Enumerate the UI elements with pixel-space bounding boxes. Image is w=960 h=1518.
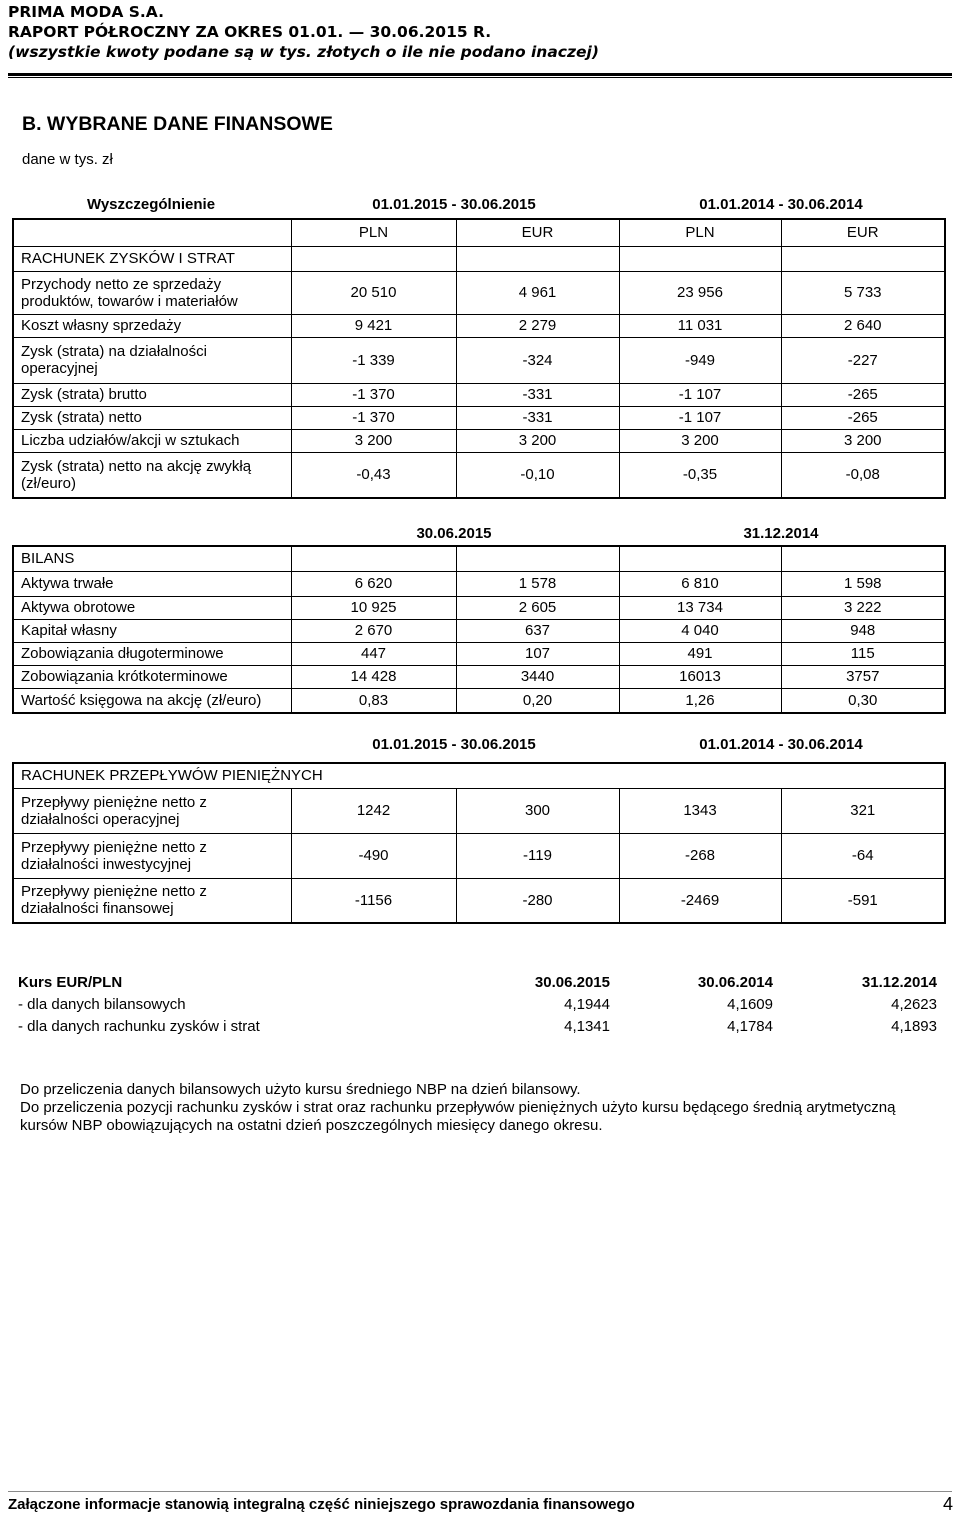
- value-eur-2015: -331: [456, 383, 619, 406]
- value-pln-2015: -490: [291, 833, 456, 878]
- row-label-line: działalności operacyjnej: [21, 810, 180, 828]
- value-pln-2015: 9 421: [291, 314, 456, 337]
- note-line: Do przeliczenia danych bilansowych użyto kursu średniego NBP na dzień bilansowy.: [20, 1081, 581, 1098]
- balance-row-equity: [13, 619, 945, 642]
- value-eur-2014: 2 640: [781, 314, 945, 337]
- value-eur-2014: -265: [781, 383, 945, 406]
- period-heading-2015: 01.01.2015 - 30.06.2015: [372, 196, 536, 213]
- row-label-line: operacyjnej: [21, 360, 98, 377]
- rate-date-30-06-2015: 30.06.2015: [534, 974, 610, 991]
- empty-cell: [13, 219, 291, 246]
- conversion-notes: [20, 1081, 895, 1135]
- income-row-cost-of-sales: [13, 314, 945, 337]
- company-name: PRIMA MODA S.A.: [8, 3, 164, 21]
- amounts-note: (wszystkie kwoty podane są w tys. złotych o ile nie podano inaczej): [8, 43, 599, 61]
- value-pln-2015: 3 200: [291, 429, 456, 452]
- cash-flow-table: [12, 762, 946, 924]
- empty-cell: [456, 546, 619, 571]
- income-row-share-count: [13, 429, 945, 452]
- row-label-line: Przychody netto ze sprzedaży: [21, 275, 222, 293]
- value-pln-2014: 4 040: [619, 619, 781, 642]
- row-label-line: działalności finansowej: [21, 900, 174, 918]
- value-pln-2014: -2469: [619, 878, 781, 923]
- value-eur-2015: -280: [456, 878, 619, 923]
- value-pln-2015: 2 670: [291, 619, 456, 642]
- currency-header-row: [13, 219, 945, 246]
- empty-heading: [12, 525, 290, 543]
- income-table-headings: [12, 196, 944, 214]
- exchange-rates-row-balance: [12, 994, 937, 1016]
- value-eur-2014: -227: [781, 337, 945, 383]
- footer-text: Załączone informacje stanowią integralną część niniejszego sprawozdania finansowego: [8, 1496, 635, 1513]
- value-eur-2015: 637: [456, 619, 619, 642]
- empty-cell: [291, 246, 456, 271]
- value-eur-2014: 115: [781, 642, 945, 665]
- rate-date-30-06-2014: 30.06.2014: [697, 974, 773, 991]
- empty-cell: [291, 546, 456, 571]
- row-label-line: Przepływy pieniężne netto z: [21, 793, 207, 811]
- empty-cell: [781, 546, 945, 571]
- rate-value: 4,1341: [564, 1018, 610, 1035]
- cash-flow-row-operating: [13, 788, 945, 833]
- value-pln-2014: -949: [619, 337, 781, 383]
- row-label-line: Liczba udziałów/akcji w sztukach: [21, 432, 240, 449]
- row-label: [13, 271, 291, 314]
- rate-value: 4,1893: [891, 1018, 937, 1035]
- value-eur-2015: 300: [456, 788, 619, 833]
- cash-flow-row-financing: [13, 878, 945, 923]
- row-label: Zobowiązania długoterminowe: [13, 642, 291, 665]
- value-pln-2014: 6 810: [619, 571, 781, 596]
- value-eur-2015: 1 578: [456, 571, 619, 596]
- footer-rule: [8, 1491, 952, 1492]
- income-row-revenue: [13, 271, 945, 314]
- value-pln-2014: 16013: [619, 665, 781, 688]
- value-eur-2014: 3757: [781, 665, 945, 688]
- value-eur-2015: 3 200: [456, 429, 619, 452]
- value-eur-2015: -119: [456, 833, 619, 878]
- value-eur-2014: 321: [781, 788, 945, 833]
- exchange-rates-title: Kurs EUR/PLN: [18, 974, 123, 991]
- value-eur-2015: -0,10: [456, 452, 619, 498]
- rate-value: 4,1609: [727, 996, 773, 1013]
- value-pln-2015: -1 339: [291, 337, 456, 383]
- income-row-eps: [13, 452, 945, 498]
- currency-eur-2014: EUR: [781, 219, 945, 246]
- note-line: Do przeliczenia pozycji rachunku zysków i strat oraz rachunku przepływów pieniężnych użyto kursu będącego średnią arytmetyczną: [20, 1099, 896, 1116]
- row-label: Aktywa trwałe: [13, 571, 291, 596]
- value-eur-2014: 0,30: [781, 688, 945, 713]
- balance-title-row: [13, 546, 945, 571]
- cash-flow-table-headings: [12, 736, 944, 754]
- value-eur-2014: 5 733: [781, 271, 945, 314]
- value-pln-2015: 14 428: [291, 665, 456, 688]
- income-title-row: [13, 246, 945, 271]
- value-eur-2015: 2 605: [456, 596, 619, 619]
- balance-row-book-value-per-share: [13, 688, 945, 713]
- row-label: - dla danych bilansowych: [18, 996, 186, 1013]
- value-pln-2014: 3 200: [619, 429, 781, 452]
- row-label-line: Przepływy pieniężne netto z: [21, 883, 207, 901]
- value-eur-2014: -265: [781, 406, 945, 429]
- cash-flow-title-row: [13, 763, 945, 788]
- value-pln-2014: -0,35: [619, 452, 781, 498]
- value-pln-2015: 0,83: [291, 688, 456, 713]
- label-column-heading: Wyszczególnienie: [86, 196, 216, 213]
- row-label: Wartość księgowa na akcję (zł/euro): [13, 688, 291, 713]
- cf-period-heading-2014: 01.01.2014 - 30.06.2014: [699, 736, 863, 753]
- balance-sheet-table: [12, 545, 946, 714]
- value-pln-2015: -1 370: [291, 406, 456, 429]
- row-label-line: działalności inwestycyjnej: [21, 855, 192, 873]
- row-label: [13, 337, 291, 383]
- value-pln-2014: 491: [619, 642, 781, 665]
- cf-period-heading-2015: 01.01.2015 - 30.06.2015: [372, 736, 536, 753]
- row-label-line: produktów, towarów i materiałów: [21, 292, 238, 310]
- value-pln-2015: -1156: [291, 878, 456, 923]
- value-eur-2014: 3 200: [781, 429, 945, 452]
- rate-value: 4,1784: [727, 1018, 773, 1035]
- value-eur-2014: 3 222: [781, 596, 945, 619]
- balance-table-headings: [12, 525, 944, 543]
- value-eur-2014: -64: [781, 833, 945, 878]
- rate-value: 4,1944: [564, 996, 610, 1013]
- row-label-line: Zysk (strata) na działalności: [21, 343, 207, 360]
- row-label-line: (zł/euro): [21, 474, 77, 492]
- unit-note: dane w tys. zł: [22, 151, 113, 168]
- value-pln-2014: 1343: [619, 788, 781, 833]
- balance-date-2015: 30.06.2015: [416, 525, 492, 542]
- exchange-rates-table: [12, 972, 937, 1038]
- row-label-line: Koszt własny sprzedaży: [21, 317, 182, 334]
- section-title: B. WYBRANE DANE FINANSOWE: [22, 113, 333, 135]
- report-title: RAPORT PÓŁROCZNY ZA OKRES 01.01. — 30.06.2015 R.: [8, 23, 492, 41]
- row-label: [13, 314, 291, 337]
- balance-row-short-term-liabilities: [13, 665, 945, 688]
- empty-cell: [619, 246, 781, 271]
- currency-pln-2014: PLN: [619, 219, 781, 246]
- value-pln-2014: 13 734: [619, 596, 781, 619]
- page-number: 4: [942, 1494, 953, 1514]
- exchange-rates-header-row: [12, 972, 937, 994]
- balance-date-2014: 31.12.2014: [743, 525, 819, 542]
- row-label: Kapitał własny: [13, 619, 291, 642]
- row-label: [13, 452, 291, 498]
- empty-cell: [781, 246, 945, 271]
- period-heading-2014: 01.01.2014 - 30.06.2014: [699, 196, 863, 213]
- value-pln-2015: 10 925: [291, 596, 456, 619]
- balance-row-current-assets: [13, 596, 945, 619]
- value-eur-2015: -324: [456, 337, 619, 383]
- currency-pln-2015: PLN: [291, 219, 456, 246]
- balance-title: BILANS: [13, 546, 291, 571]
- row-label: [13, 788, 291, 833]
- value-eur-2014: -591: [781, 878, 945, 923]
- cash-flow-row-investing: [13, 833, 945, 878]
- header-rule: [8, 73, 952, 78]
- value-eur-2014: 1 598: [781, 571, 945, 596]
- value-pln-2014: -268: [619, 833, 781, 878]
- income-title: RACHUNEK ZYSKÓW I STRAT: [13, 246, 291, 271]
- rate-date-31-12-2014: 31.12.2014: [861, 974, 937, 991]
- income-statement-table: [12, 218, 946, 499]
- value-pln-2015: -0,43: [291, 452, 456, 498]
- row-label-line: Zysk (strata) netto na akcję zwykłą: [21, 457, 252, 475]
- balance-row-fixed-assets: [13, 571, 945, 596]
- value-eur-2014: 948: [781, 619, 945, 642]
- balance-row-long-term-liabilities: [13, 642, 945, 665]
- income-row-gross-result: [13, 383, 945, 406]
- value-pln-2015: 6 620: [291, 571, 456, 596]
- value-eur-2015: -331: [456, 406, 619, 429]
- empty-cell: [619, 546, 781, 571]
- value-pln-2015: 20 510: [291, 271, 456, 314]
- value-pln-2015: 1242: [291, 788, 456, 833]
- value-pln-2014: -1 107: [619, 406, 781, 429]
- row-label-line: Zysk (strata) brutto: [21, 386, 147, 403]
- exchange-rates-row-income: [12, 1016, 937, 1038]
- value-eur-2015: 0,20: [456, 688, 619, 713]
- row-label: [13, 383, 291, 406]
- row-label: [13, 406, 291, 429]
- row-label: - dla danych rachunku zysków i strat: [18, 1018, 260, 1035]
- cash-flow-title: RACHUNEK PRZEPŁYWÓW PIENIĘŻNYCH: [13, 763, 945, 788]
- row-label: [13, 878, 291, 923]
- empty-heading: [12, 736, 290, 754]
- value-eur-2015: 2 279: [456, 314, 619, 337]
- income-row-net-result: [13, 406, 945, 429]
- empty-cell: [456, 246, 619, 271]
- value-eur-2014: -0,08: [781, 452, 945, 498]
- value-pln-2015: 447: [291, 642, 456, 665]
- row-label: Zobowiązania krótkoterminowe: [13, 665, 291, 688]
- row-label: Aktywa obrotowe: [13, 596, 291, 619]
- value-eur-2015: 107: [456, 642, 619, 665]
- value-pln-2015: -1 370: [291, 383, 456, 406]
- income-row-operating-result: [13, 337, 945, 383]
- row-label: [13, 833, 291, 878]
- row-label-line: Zysk (strata) netto: [21, 409, 142, 426]
- note-line: kursów NBP obowiązujących na ostatni dzień poszczególnych miesięcy danego okresu.: [20, 1117, 603, 1134]
- row-label: [13, 429, 291, 452]
- currency-eur-2015: EUR: [456, 219, 619, 246]
- value-eur-2015: 3440: [456, 665, 619, 688]
- row-label-line: Przepływy pieniężne netto z: [21, 838, 207, 856]
- value-pln-2014: -1 107: [619, 383, 781, 406]
- value-pln-2014: 11 031: [619, 314, 781, 337]
- value-pln-2014: 1,26: [619, 688, 781, 713]
- value-eur-2015: 4 961: [456, 271, 619, 314]
- value-pln-2014: 23 956: [619, 271, 781, 314]
- rate-value: 4,2623: [891, 996, 937, 1013]
